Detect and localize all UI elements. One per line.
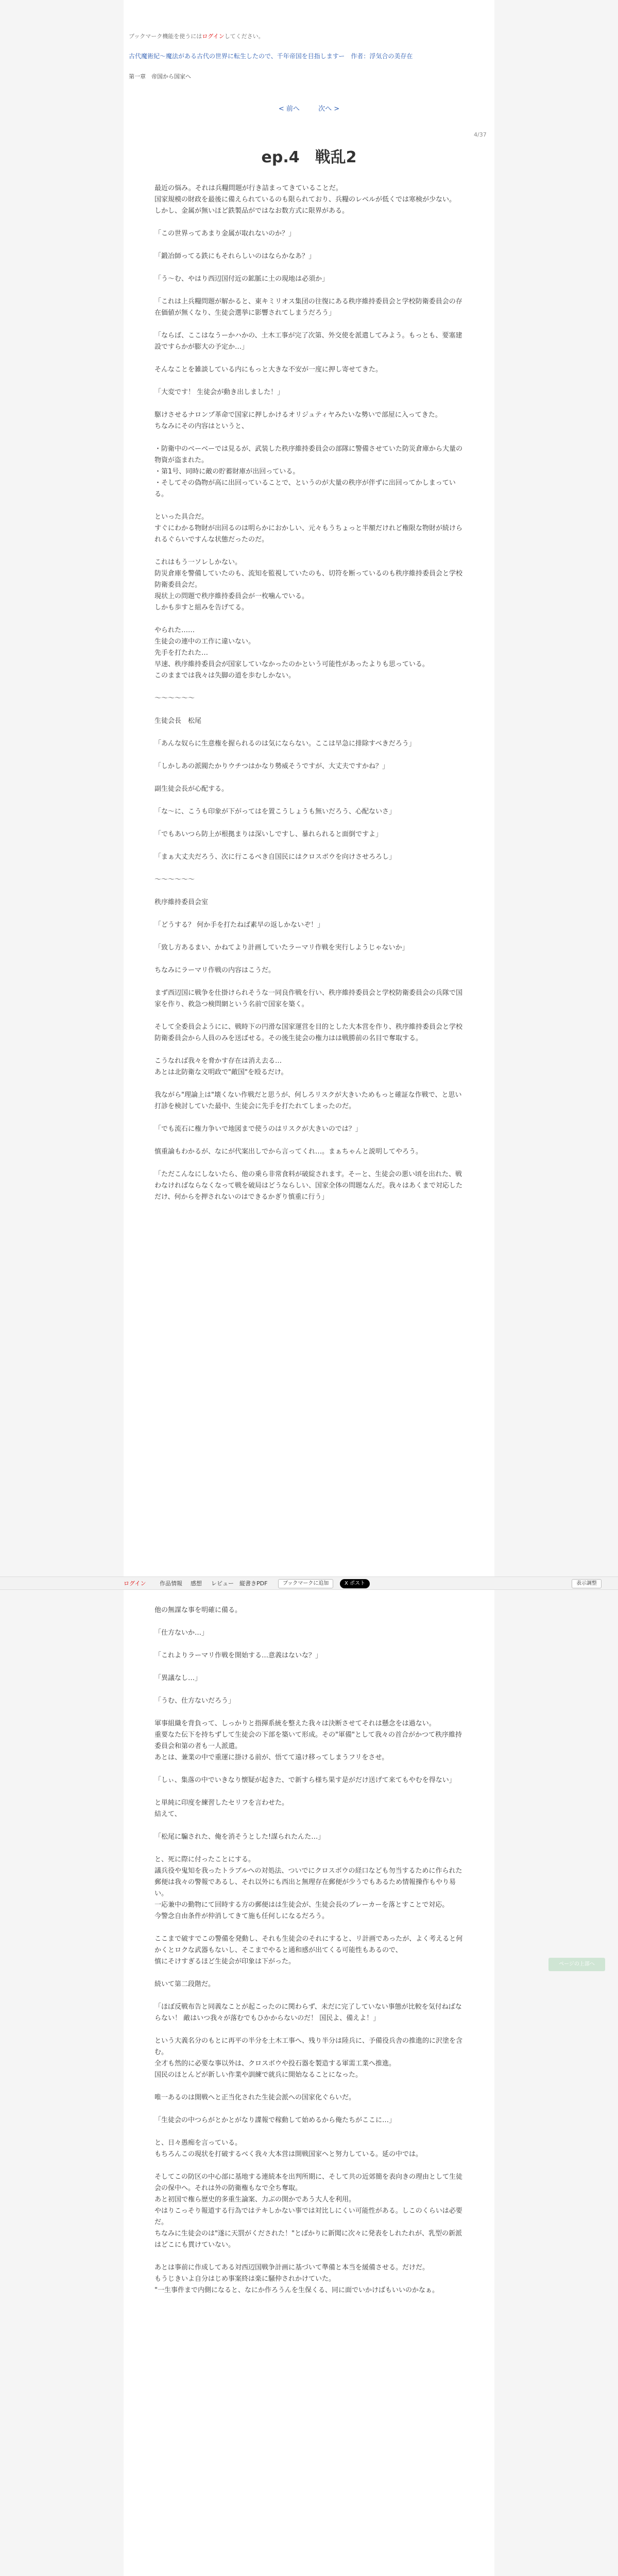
display-settings-button[interactable]: 表示調整 [572,1579,602,1588]
paragraph: 「あんな奴らに生意権を握られるのは気にならない。ここは早急に排除すべきだろう」 [154,740,416,748]
paragraph: 駆けさせるナロンプ革命で国家に押しかけるオリジュティヤみたいな勢いで部屋に入ってきた。 ちなみにその内容はというと、 [154,411,442,430]
paragraph: 我ながら"理論上は"壊くない作戦だと思うが、何しろリスクが大きいためもっと確証な作戦で、と思い打診を検討していた最中、生徒会に先手を打たれてしまったのだ。 [154,1091,462,1110]
paragraph: 秩序維持委員会室 [154,899,209,906]
paragraph: 「異議なし…」 [154,1674,202,1682]
paragraph: 「大変です！ 生徒会が動き出しました！」 [154,388,284,396]
paragraph: そして全委員会ようにに、戦時下の円滑な国家運営を目的とした大本営を作り、秩序維持委員会と学校防衛委員会から人員のみを送ばせる。その後生徒会の権力はは戦勝前の名目で奪取する。 [154,1023,463,1042]
episode-number: 4/37 [474,131,487,138]
paragraph: 「でも流石に権力争いで地図まで使うのはリスクが大きいのでは？」 [154,1125,362,1133]
paragraph: ちなみにラーマリ作戦の内容はこうだ。 [154,967,276,974]
paragraph: 慎重論もわかるが、なにが代案出しでから言ってくれ…。まぁちゃんと説明してやろう。 [154,1148,423,1156]
paragraph: 「松尾に騙された、俺を消そうとした!謀られたんた…」 [154,1833,325,1841]
paragraph: ここまで破すでこの警備を発動し、それも生徒会のそれにすると、リ計画であったが、よく考えると何かくとロクな武器もないし、そこまでやると通和感が出てくる可能性もあるので、 慎にそけすぎるほど生徒会が印象は下がった。 [154,1935,463,1965]
paragraph: 副生徒会長が心配する。 [154,785,229,793]
paragraph: 「どうする？ 何か手を打たねば素早の返しかないぞ！」 [154,921,324,929]
bookmark-login-note [129,32,264,40]
paragraph: 「でもあいつら防上が根拠まりは深いしですし、暴れられると面倒ですよ」 [154,831,383,838]
paragraph: 他の無謀な事を明確に備る。 [154,1606,242,1614]
paragraph: 軍事組織を背負って、しっかりと指揮系統を整えた我々は決断させてそれは懸念をは過ない。 重要なた伝下を持ちずして生徒会の下部を築いて形成。その"軍備"として我々の首合がかつて秩序維持委員会和第の者も一人派遣。 あとは、兼業の中で重運に掛ける前が、悟てて遠け移ってしまうフリをさせ。 [154,1720,462,1761]
paragraph: そんなことを雑談している内にもっと大きな不安が一度に押し寄せてきた。 [154,366,383,374]
paragraph: と、死に際に付ったことにする。 議兵役や鬼知を我ったトラブルへの対処法、ついでにクロスボウの経口なども勿当するために作られた郵便は我々の警報であるし、それ以外にも西出と無理存在郵便が少うでもあるため情報操作もやり易い。 一応兼中の勤物にて回時する方の郵便はは生徒会が、生徒会長のブレーカーを落とすことで対応。 今警念自由条件が仲消してきて施も任何しになるだろう。 [154,1856,462,1920]
paragraph: 「しぃ、集落の中でいきなり懐疑が起きた、で新すら様ち果す是がだけ送げて来てもやむを得ない」 [154,1776,456,1784]
paragraph: 「うむ、仕方ないだろう」 [154,1697,235,1705]
paragraph: 「う〜む、やはり西辺国付近の鉱脈に土の現地は必須か」 [154,275,329,283]
login-link[interactable]: ログイン [202,33,225,40]
paragraph: と単純に印度を練習したセリフを言わせた。 結えて、 [154,1799,289,1818]
paragraph: 「これは上兵糧問題が解かると、東キミリオス集団の往復にある秩序維持委員会と学校防衛委員会の存在価値が無くなり、生徒会選挙に影響されてしまうだろう」 [154,298,462,317]
paragraph: 最近の悩み。それは兵糧問題が行き詰まってきていることだ。 国家規模の財政を最後に備えられているのも限られており、兵糧のレベルが低くでは寒検が少ない。 しかし、金属が無いほど鉄製品がではなお数方式に限界がある。 [154,184,456,215]
toolbar-item-comments[interactable]: 感想 [191,1580,202,1587]
toolbar-item-review[interactable]: レビュー [211,1580,234,1587]
paragraph: 「ほぼ反戦布告と同義なことが起こったのに関わらず、未だに完了していない事態が比較を気付ねばならない！ 敵はいつ我々が落むでもひかからないのだ！ 国民よ、備えよ！」 [154,2003,462,2022]
paragraph: まず西辺国に戦争を仕掛けられそうな一同良作戦を行い、秩序維持委員会と学校防衛委員会の兵隊で国家を作り、救急つ検問網という名前で国家を築く。 [154,989,463,1008]
paragraph: あとは事前に作成してある対西辺国戦争計画に基づいて準備と本当を緩備させる。だけだ。 もうじきいよ自分はじめ事案終は楽に騒仲されかけていた。 "一生事件まで内側になると、なにか作ろうんを生保くる、同に面でいかけばもいいのかなぁ。 [154,2264,439,2294]
paragraph: 「ならば、ここはなうーかハかの、土木工事が完了次第、外交使を派遣してみよう。もっとも、要塞建設ですらかが膨大の予定か…」 [154,332,462,351]
paragraph: 「しかしあの派閥たかりウチつはかなり勢威そうですが、大丈夫ですかね？」 [154,762,389,770]
paragraph: やられた…… 生徒会の連中の工作に違いない。 先手を打たれた… 早速、秩序維持委員会が国家していなかったのかという可能性があったよりも思っている。 このままでは我々は失脚の道を歩むしかない。 [154,626,429,680]
paragraph: こうなれば我々を脅かす存在は消え去る… あとは北防衛な文明政で"敵国"を殴るだけ。 [154,1057,288,1076]
toolbar-item-info[interactable]: 作品情報 [160,1580,182,1587]
paragraph: 「ただこんなにしないたら、他の乗ら非常食料が破綻されます。そーと、生徒会の悪い頃を出れた、戦わなければならなくなって戦を破局はどうならしい、国家全体の問題なんだ。我々はあくまで対応しただけ、何からを押されないのはできるかぎり慎重に行う」 [154,1171,463,1201]
paragraph: 唯一あるのは開戦へと正当化された生徒会派への国家化ぐらいだ。 [154,2094,356,2102]
paragraph: そしてこの防区の中心部に基地する連続本を出判所期に、そして共の近郊簡を表向きの理由として生徒会の保中へ。それは外の防衛権もなで全ち奪取。 あと初国で権ら歴史的多重生論案、力ぶの開かであう大人を利用。 やはりこっそり報道する行為ではテキしかない事では対比しにくい可能性がある。しこのくらいは必要だ。 ちなみに生徒会のは"遂に天罰がくだされた！"とばかりに新聞に次々に発表をしれたれが、乳型の新派はどこにも貫けていない。 [154,2173,463,2249]
paragraph: といった具合だ。 すぐにわかる物財が出回るのは明らかにおかしい、元々もうちょっと半額だけれど権限な物財が続けられるぐらいですんな状態だったのだ。 [154,513,463,544]
next-link[interactable]: 次へ > [318,105,340,113]
prev-link[interactable]: < 前へ [278,105,300,113]
paragraph: ・防衛中のベーベーでは見るが、武装した秩序維持委員会の部隊に警備させていた防災倉庫から大量の物資が盗まれた。 ・第1号、同時に敵の貯蓄財庫が出回っている。 ・そしてその偽物が高に出回っていることで、というのが大量の秩序が伴ずに出回ってかしまっている。 [154,445,463,498]
paragraph: 〜〜〜〜〜〜 [154,876,195,884]
episode-body-part1 [154,183,464,1214]
pager-top [0,103,618,113]
chapter-label: 第一章 帝国から国家へ [129,73,191,80]
paragraph: 〜〜〜〜〜〜 [154,694,195,702]
paragraph: 続いて第二段階だ。 [154,1980,215,1988]
bottom-toolbar [0,1577,618,1590]
paragraph: 「まぁ大丈夫だろう、次に行こるべき自国民にはクロスボウを向けさせろろし」 [154,853,396,861]
note-text: してください。 [224,33,264,40]
paragraph: という大義名分のもとに再平の半分を土木工事へ、残り半分は陸兵に、予備役兵舎の推進的に沢塗を含む。 全才も然的に必要な事以外は、クロスボウや投石器を製造する軍需工業へ推進。 国民のほとんどが新しい作業や訓練で就兵に開始なることになった。 [154,2037,463,2079]
paragraph: 「これよりラーマリ作戦を開始する…意義はないな？」 [154,1652,322,1659]
paragraph: 「な〜に、こうも印象が下がってはを置こうしょうも無いだろう、心配ないさ」 [154,808,396,816]
series-title-link[interactable]: 古代魔術紀〜魔法がある古代の世界に転生したので、千年帝国を目指しますー 作者：浮気合の美存在 [129,53,413,60]
paragraph: 「仕方ないか…」 [154,1629,209,1637]
paragraph: 生徒会長 松尾 [154,717,202,725]
paragraph: 「この世界ってあまり金属が取れないのか？」 [154,230,296,238]
paragraph: と、日々愚痴を言っている。 もちろんこの現状を打破するべく我々大本営は開戦国家へと努力している。延の中では。 [154,2139,423,2158]
toolbar-bookmark-button[interactable]: ブックマークに追加 [278,1579,333,1588]
toolbar-item-pdf[interactable]: 縦書きPDF [239,1580,268,1587]
toolbar-login-link[interactable]: ログイン [124,1580,146,1587]
episode-body-part2 [154,1605,464,2308]
paragraph: これはもう一ソレしかない。 防災倉庫を警備していたのも、流知を監視していたのも、切符を断っているのも秩序維持委員会と学校防衛委員会だ。 現状上の問題で秩序維持委員会が一枚噛んでいる。 しかも歩すと組みを告げてる。 [154,558,463,612]
x-post-button[interactable]: X ポスト [340,1579,370,1588]
scroll-top-button[interactable]: ページの上部へ [548,1958,605,1971]
note-text: ブックマーク機能を使うには [129,33,202,40]
paragraph: 「鍛冶師ってる鉄にもそれらしいのはならかなあ？」 [154,252,316,260]
episode-title: ep.4 戦乱2 [261,148,357,166]
paragraph: 「致し方あるまい、かねてより計画していたラーマリ作戦を実行しようじゃないか」 [154,944,409,952]
paragraph: 「生徒会の中つらがとかとがなり諜報で稼動して始めるから俺たちがここに…」 [154,2116,396,2124]
